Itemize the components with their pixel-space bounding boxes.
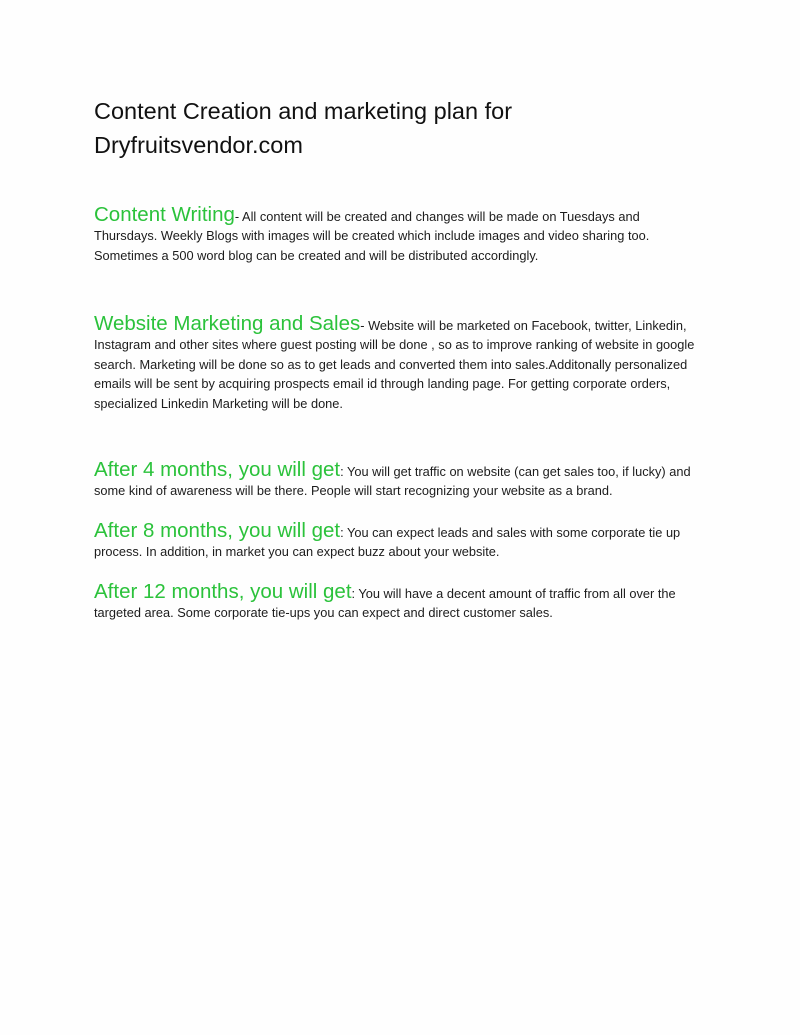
section-content-writing	[94, 205, 706, 265]
section-separator: :	[340, 464, 344, 479]
section-heading: After 4 months, you will get	[94, 458, 341, 481]
section-after-8-months	[94, 521, 706, 562]
section-heading: After 12 months, you will get	[94, 580, 352, 603]
section-body: You can expect leads and sales with some corporate tie up process. In addition, in market you can expect buzz about your website.	[94, 525, 681, 560]
document-title: Content Creation and marketing plan for Dryfruitsvendor.com	[94, 98, 513, 158]
section-body: You will have a decent amount of traffic from all over the targeted area. Some corporate tie-ups you can expect and direct customer sales.	[94, 586, 676, 621]
section-separator: :	[351, 586, 356, 601]
section-separator: -	[234, 209, 240, 224]
section-after-12-months	[94, 582, 706, 623]
section-website-marketing	[94, 314, 706, 413]
section-after-4-months	[94, 460, 706, 501]
section-heading: Website Marketing and Sales	[94, 312, 361, 335]
section-body: You will get traffic on website (can get sales too, if lucky) and some kind of awareness will be there. People will start recognizing your website as a brand.	[94, 464, 691, 499]
section-heading: Content Writing	[94, 203, 235, 226]
section-heading: After 8 months, you will get	[94, 519, 341, 542]
section-body: Website will be marketed on Facebook, twitter, Linkedin, Instagram and other sites where guest posting will be done , so as to improve ranking of website in google search. Marketing will be done so as to get leads and converted them into sales.Additonally personalized emails will be sent by acquiring prospects email id through landing page. For getting corporate orders, specialized Linkedin Marketing will be done.	[94, 318, 695, 411]
section-body: All content will be created and changes will be made on Tuesdays and Thursdays. Weekly Blogs with images will be created which include images and video sharing too. Sometimes a 500 word blog can be created and will be distributed accordingly.	[94, 209, 650, 263]
section-separator: -	[360, 318, 365, 333]
section-separator: :	[340, 525, 344, 540]
